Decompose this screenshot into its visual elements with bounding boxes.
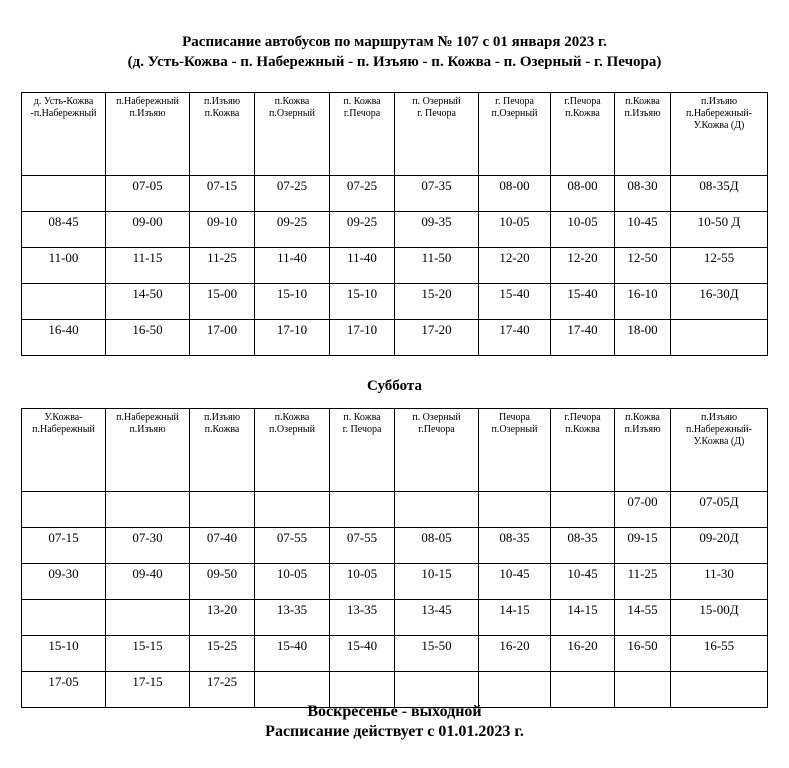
time-cell [395, 492, 479, 528]
time-cell [330, 492, 395, 528]
time-cell: 15-10 [255, 284, 330, 320]
column-header: У.Кожва- п.Набережный [22, 409, 106, 492]
time-cell: 17-25 [190, 672, 255, 708]
time-cell: 17-05 [22, 672, 106, 708]
time-cell: 13-20 [190, 600, 255, 636]
table-row [22, 492, 768, 528]
column-header: п. Кожва г.Печора [330, 93, 395, 176]
time-cell: 17-10 [255, 320, 330, 356]
time-cell: 17-10 [330, 320, 395, 356]
column-header: г.Печора п.Кожва [551, 409, 615, 492]
time-cell: 14-55 [615, 600, 671, 636]
time-cell: 07-55 [255, 528, 330, 564]
time-cell: 15-20 [395, 284, 479, 320]
time-cell [671, 320, 768, 356]
column-header: Печора п.Озерный [479, 409, 551, 492]
time-cell: 15-00 [190, 284, 255, 320]
time-cell: 16-20 [479, 636, 551, 672]
time-cell: 07-25 [255, 176, 330, 212]
time-cell: 11-15 [106, 248, 190, 284]
time-cell: 07-15 [190, 176, 255, 212]
time-cell: 15-40 [330, 636, 395, 672]
time-cell: 07-25 [330, 176, 395, 212]
time-cell [106, 600, 190, 636]
table-row [22, 176, 768, 212]
time-cell: 11-40 [330, 248, 395, 284]
time-cell: 15-10 [330, 284, 395, 320]
time-cell: 09-30 [22, 564, 106, 600]
time-cell: 14-15 [551, 600, 615, 636]
time-cell: 11-30 [671, 564, 768, 600]
time-cell: 15-25 [190, 636, 255, 672]
time-cell: 10-05 [479, 212, 551, 248]
column-header: п.Кожва п.Озерный [255, 93, 330, 176]
time-cell: 15-40 [551, 284, 615, 320]
time-cell: 11-00 [22, 248, 106, 284]
time-cell: 15-15 [106, 636, 190, 672]
time-cell: 10-15 [395, 564, 479, 600]
time-cell: 18-00 [615, 320, 671, 356]
time-cell: 10-05 [330, 564, 395, 600]
saturday-heading: Суббота [367, 378, 422, 394]
time-cell [551, 492, 615, 528]
column-header: п.Изъяю п.Набережный- У.Кожва (Д) [671, 93, 768, 176]
time-cell: 09-00 [106, 212, 190, 248]
saturday-schedule-table [21, 408, 768, 708]
column-header: п.Набережный п.Изъяю [106, 409, 190, 492]
time-cell: 10-45 [615, 212, 671, 248]
time-cell: 15-40 [255, 636, 330, 672]
time-cell: 09-25 [330, 212, 395, 248]
time-cell: 15-50 [395, 636, 479, 672]
column-header: п.Кожва п.Озерный [255, 409, 330, 492]
time-cell: 17-40 [479, 320, 551, 356]
time-cell [106, 492, 190, 528]
time-cell [479, 492, 551, 528]
time-cell: 07-40 [190, 528, 255, 564]
time-cell: 14-50 [106, 284, 190, 320]
time-cell: 16-50 [106, 320, 190, 356]
time-cell: 10-45 [551, 564, 615, 600]
time-cell: 09-10 [190, 212, 255, 248]
time-cell: 16-10 [615, 284, 671, 320]
column-header: п.Изъяю п.Кожва [190, 93, 255, 176]
time-cell: 16-40 [22, 320, 106, 356]
column-header: д. Усть-Кожва -п.Набережный [22, 93, 106, 176]
time-cell: 17-15 [106, 672, 190, 708]
table-row [22, 528, 768, 564]
time-cell: 16-20 [551, 636, 615, 672]
time-cell: 09-20Д [671, 528, 768, 564]
column-header: п. Озерный г.Печора [395, 409, 479, 492]
time-cell: 10-05 [551, 212, 615, 248]
time-cell: 12-50 [615, 248, 671, 284]
time-cell [22, 492, 106, 528]
time-cell: 09-25 [255, 212, 330, 248]
time-cell [22, 284, 106, 320]
page-title: Расписание автобусов по маршрутам № 107 с 01 января 2023 г. [182, 34, 607, 50]
time-cell: 15-10 [22, 636, 106, 672]
column-header: п. Озерный г. Печора [395, 93, 479, 176]
time-cell: 07-00 [615, 492, 671, 528]
time-cell: 07-55 [330, 528, 395, 564]
table-row [22, 212, 768, 248]
time-cell: 12-55 [671, 248, 768, 284]
time-cell [255, 492, 330, 528]
time-cell: 11-50 [395, 248, 479, 284]
time-cell: 07-05Д [671, 492, 768, 528]
time-cell: 13-35 [255, 600, 330, 636]
column-header: п.Изъяю п.Набережный- У.Кожва (Д) [671, 409, 768, 492]
time-cell: 09-35 [395, 212, 479, 248]
time-cell: 07-05 [106, 176, 190, 212]
time-cell: 11-25 [615, 564, 671, 600]
time-cell: 17-20 [395, 320, 479, 356]
time-cell: 11-25 [190, 248, 255, 284]
time-cell: 09-40 [106, 564, 190, 600]
time-cell: 17-40 [551, 320, 615, 356]
column-header: г.Печора п.Кожва [551, 93, 615, 176]
time-cell: 09-50 [190, 564, 255, 600]
time-cell: 10-45 [479, 564, 551, 600]
time-cell: 16-55 [671, 636, 768, 672]
column-header: г. Печора п.Озерный [479, 93, 551, 176]
time-cell: 09-15 [615, 528, 671, 564]
time-cell: 12-20 [551, 248, 615, 284]
time-cell: 10-50 Д [671, 212, 768, 248]
time-cell: 17-00 [190, 320, 255, 356]
table-row [22, 284, 768, 320]
time-cell [190, 492, 255, 528]
time-cell: 08-00 [479, 176, 551, 212]
table-row [22, 636, 768, 672]
header-row [22, 93, 768, 176]
column-header: п.Набережный п.Изъяю [106, 93, 190, 176]
time-cell: 07-35 [395, 176, 479, 212]
table-row [22, 564, 768, 600]
table-row [22, 600, 768, 636]
time-cell: 10-05 [255, 564, 330, 600]
time-cell: 11-40 [255, 248, 330, 284]
time-cell: 08-30 [615, 176, 671, 212]
time-cell: 15-40 [479, 284, 551, 320]
time-cell: 08-00 [551, 176, 615, 212]
header-row [22, 409, 768, 492]
time-cell: 08-35Д [671, 176, 768, 212]
table-row [22, 248, 768, 284]
column-header: п.Изъяю п.Кожва [190, 409, 255, 492]
time-cell: 15-00Д [671, 600, 768, 636]
time-cell: 08-35 [551, 528, 615, 564]
validity-note: Расписание действует с 01.01.2023 г. [265, 723, 524, 740]
time-cell: 13-45 [395, 600, 479, 636]
time-cell [22, 600, 106, 636]
route-subtitle: (д. Усть-Кожва - п. Набережный - п. Изъяю - п. Кожва - п. Озерный - г. Печора) [127, 54, 662, 70]
time-cell: 08-05 [395, 528, 479, 564]
column-header: п.Кожва п.Изъяю [615, 409, 671, 492]
column-header: п. Кожва г. Печора [330, 409, 395, 492]
time-cell: 14-15 [479, 600, 551, 636]
time-cell [22, 176, 106, 212]
time-cell: 12-20 [479, 248, 551, 284]
time-cell: 16-30Д [671, 284, 768, 320]
time-cell: 13-35 [330, 600, 395, 636]
time-cell: 08-45 [22, 212, 106, 248]
time-cell: 07-15 [22, 528, 106, 564]
time-cell: 07-30 [106, 528, 190, 564]
weekday-schedule-table [21, 92, 768, 356]
table-row [22, 320, 768, 356]
column-header: п.Кожва п.Изъяю [615, 93, 671, 176]
time-cell: 08-35 [479, 528, 551, 564]
sunday-note: Воскресенье - выходной [307, 703, 482, 720]
time-cell: 16-50 [615, 636, 671, 672]
